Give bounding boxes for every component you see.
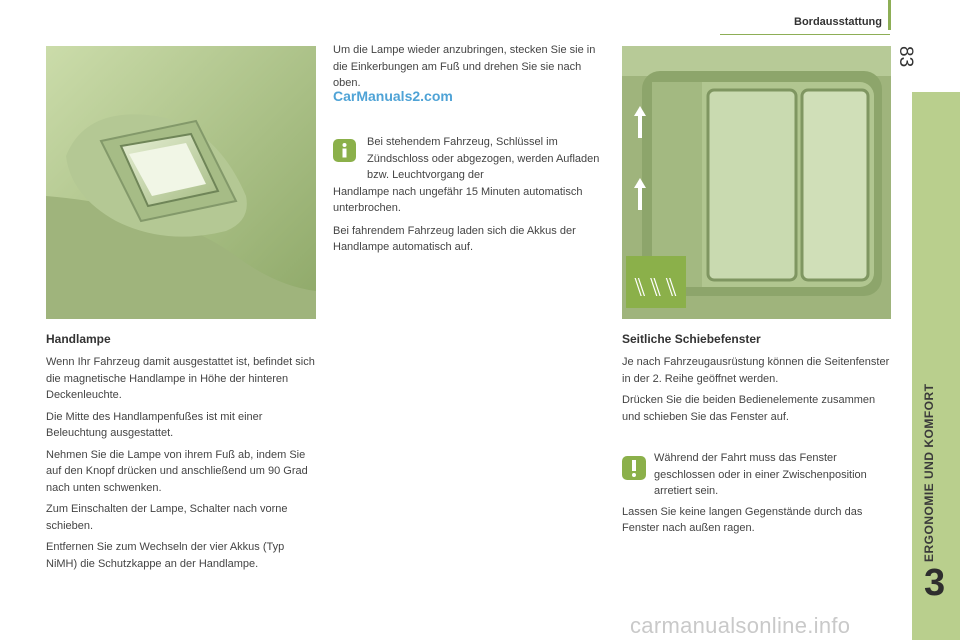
info-note-first: Bei stehendem Fahrzeug, Schlüssel im Zündschloss oder abgezogen, werden Aufladen bzw. Leuchtvorgang der <box>367 136 600 181</box>
paragraph: Je nach Fahrzeugausrüstung können die Seitenfenster in der 2. Reihe geöffnet werden. <box>622 356 890 385</box>
paragraph: Nehmen Sie die Lampe von ihrem Fuß ab, indem Sie auf den Knopf drücken und anschließend um 90 Grad nach unten schwenken. <box>46 448 308 494</box>
warning-first: Während der Fahrt muss das Fenster geschlossen oder in einer Zwischenposition arretiert sein. <box>654 452 867 497</box>
info-note-rest: Handlampe nach ungefähr 15 Minuten automatisch unterbrochen. <box>333 185 583 214</box>
paragraph: Entfernen Sie zum Wechseln der vier Akkus (Typ NiMH) die Schutzkappe an der Handlampe. <box>46 541 285 570</box>
warning-note <box>622 450 894 537</box>
hand-lamp-text <box>46 354 318 577</box>
hand-lamp-photo <box>46 46 316 319</box>
info-note <box>333 134 608 256</box>
warning-rest: Lassen Sie keine langen Gegenstände durch das Fenster nach außen ragen. <box>622 505 863 534</box>
header-accent-bar <box>888 0 891 30</box>
page-number: 83 <box>895 46 916 68</box>
paragraph: Die Mitte des Handlampenfußes ist mit einer Beleuchtung ausgestattet. <box>46 410 263 439</box>
section-title: Bordausstattung <box>794 16 882 28</box>
reattach-text: Um die Lampe wieder anzubringen, stecken Sie sie in die Einkerbungen am Fuß und drehen Sie sie nach oben. <box>333 44 596 89</box>
chapter-tab <box>912 92 960 640</box>
paragraph: Drücken Sie die beiden Bedienelemente zusammen und schieben Sie das Fenster auf. <box>622 394 876 423</box>
sliding-window-photo <box>622 46 891 319</box>
info-note-2: Bei fahrendem Fahrzeug laden sich die Akkus der Handlampe automatisch auf. <box>333 224 576 253</box>
watermark-link[interactable]: CarManuals2.com <box>333 88 453 104</box>
paragraph: Wenn Ihr Fahrzeug damit ausgestattet ist, befindet sich die magnetische Handlampe in Höhe der hinteren Deckenleuchte. <box>46 356 315 401</box>
chapter-number: 3 <box>924 562 946 604</box>
svg-text:⑊⑊⑊: ⑊⑊⑊ <box>632 273 679 303</box>
header-rule <box>720 34 890 35</box>
sliding-window-heading: Seitliche Schiebefenster <box>622 332 761 346</box>
sliding-window-text <box>622 354 894 430</box>
hand-lamp-heading: Handlampe <box>46 332 111 346</box>
chapter-label: ERGONOMIE UND KOMFORT <box>922 383 936 562</box>
footer-watermark: carmanualsonline.info <box>630 613 851 638</box>
paragraph: Zum Einschalten der Lampe, Schalter nach vorne schieben. <box>46 503 288 532</box>
